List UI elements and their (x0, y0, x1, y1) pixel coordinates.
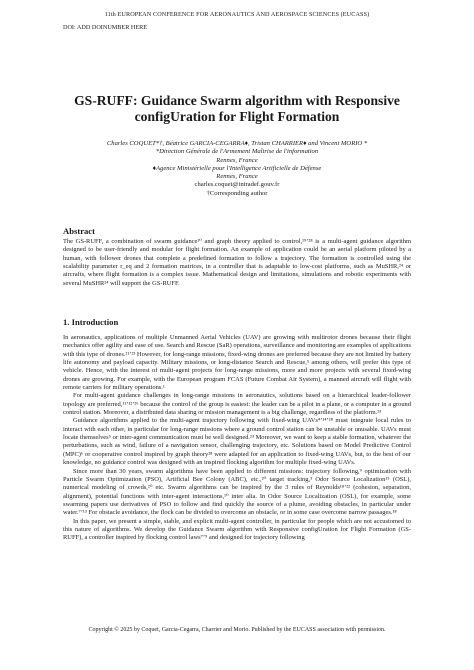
introduction-body (63, 334, 411, 543)
abstract-heading: Abstract (63, 226, 95, 236)
intro-paragraph-4: Since more than 30 years, swarm algorithms have been applied to different missions: trajectory following,⁹ optimization with Particle Swarm Optimization (PSO), Artificial Bee Colony (ABC), etc.,²⁰ target tracking,³ Odor Source Localization¹⁵ (OSL), numerical modeling of crowds,²⁰ etc. Swarm algorithms can be inspired by the 3 rules of Reynolds¹⁸ʼ²² (cohesion, separation, alignment), potential functions with inter-agent interactions,¹⁰ inter alia. In Odor Source Localization (OSL), for example, some swarming papers use derivatives of PSO to follow and find quickly the source of a plume, avoiding obstacles, in particular under water.⁷ʼ¹³ For obstacle avoidance, the flock can be divided to overcome an obstacle, or in some case overcome narrow passages.¹⁸ (63, 467, 411, 517)
copyright-footer: Copyright © 2025 by Coquet, Garcia-Cegarra, Charrier and Morio. Published by the EUCASS association with permission. (88, 627, 386, 633)
author-email[interactable]: charles.coquet@intradef.gouv.fr (194, 181, 280, 189)
author-block (40, 140, 434, 198)
title-line-2: configUration for Flight Formation (134, 109, 340, 124)
paper-title (40, 93, 434, 125)
title-line-1: GS-RUFF: Guidance Swarm algorithm with Responsive (74, 93, 400, 108)
abstract-text: The GS-RUFF, a combination of swarm guidance¹⁰ and graph theory applied to control,¹⁹ʼ²⁸ is a multi-agent guidance algorithm designed to be user-friendly and modular for flight formation. An example of application could be an aerial platform piloted by a human, with follower drones that complete a predefined formation to follow a trajectory. The formation is controlled using the scalability parameter r_eq and 2 formation matrices, in a controller that is adaptable to low-cost platforms, such as MuSHR,²⁴ or aircrafts, where flight formation is a complex issue. Mathematical design and limitations, simulations and robotic experiments with several MuSHR²⁴ will support the GS-RUFF. (63, 238, 411, 287)
affiliation-2: ♦Agence Ministérielle pour l'Intelligence Artificielle de Défense (152, 164, 322, 172)
introduction-heading: 1. Introduction (63, 317, 119, 327)
intro-paragraph-1: In aeronautics, applications of multiple Unmanned Aerial Vehicles (UAV) are growing with multirotor drones because their flight mechanics offer agility and ease of use. Search and Rescue (SaR) operations, surveillance and monitoring are examples of applications with this type of drones.²¹ʼ²³ However, for long-range missions, fixed-wing drones are preferred because they are not limited by battery life autonomy and payload capacity. Military missions, or long-distance Search and Rescue,⁵ among others, will prefer this type of vehicle. Hence, with the interest of multi-agent projects for long-range missions, more and more projects with several fixed-wing drones are growing. For example, with the European program FCAS (Future Combat Air System), a manned aircraft will flight with remote carriers for military operations.¹ (63, 334, 411, 392)
intro-paragraph-3: Guidance algorithms applied to the multi-agent trajectory following with fixed-wing UAVs⁴ʼ¹⁴ʼ²⁸ must integrate local rules to interact with each other, in particular for long-range missions where a ground control station can be unstable or unusable. UAVs must locate themselves⁵ or inter-agent communication must be well designed.²³ Moreover, we want to keep a stable formation, whatever the perturbations, such as wind, failure of a navigation sensor, challenging trajectory, etc. Solutions based on Model Predictive Control (MPC)⁶ or cooperative control inspired by graph theory²⁸ were adapted for an application to fixed-wing UAVs, but, to the best of our knowledge, no guidance control was designed with an inspired flocking algorithm for multiple fixed-wing UAVs. (63, 417, 411, 467)
affiliation-1-city: Rennes, France (216, 156, 258, 164)
affiliation-1: *Direction Générale de l'Armement Maîtrise de l'information (155, 148, 319, 156)
corresponding-author-note: †Corresponding author (206, 189, 268, 197)
intro-paragraph-5: In this paper, we present a simple, stable, and explicit multi-agent controller, in particular for people which are not accustomed to this nature of algorithms. We develop the Guidance Swarm algorithm with Responsive configUration for Flight Formation (GS-RUFF), a controller inspired by flocking control laws⁷ʼ⁹ and designed for trajectory following (63, 517, 411, 542)
intro-paragraph-2: For multi-agent guidance challenges in long-range missions in aeronautics, solutions based on a hierarchical leader-follower topology are preferred,¹¹ʼ¹²ʼ²⁶ because the control of the group is easiest: the leader can be a pilot in a plane, or a computer in a ground control station. Moreover, a distributed data sharing or mission management is a big challenge, regardless of the platform.²³ (63, 392, 411, 417)
affiliation-2-city: Rennes, France (216, 173, 258, 181)
author-names: Charles COQUET*†, Béatrice GARCIA-CEGARRA♦, Tristan CHARRIER♦ and Vincent MORIO * (106, 140, 368, 147)
conference-header: 11th EUROPEAN CONFERENCE FOR AERONAUTICS AND AEROSPACE SCIENCES (EUCASS) (104, 11, 370, 18)
doi-line: DOI: ADD DOINUMBER HERE (63, 24, 148, 31)
